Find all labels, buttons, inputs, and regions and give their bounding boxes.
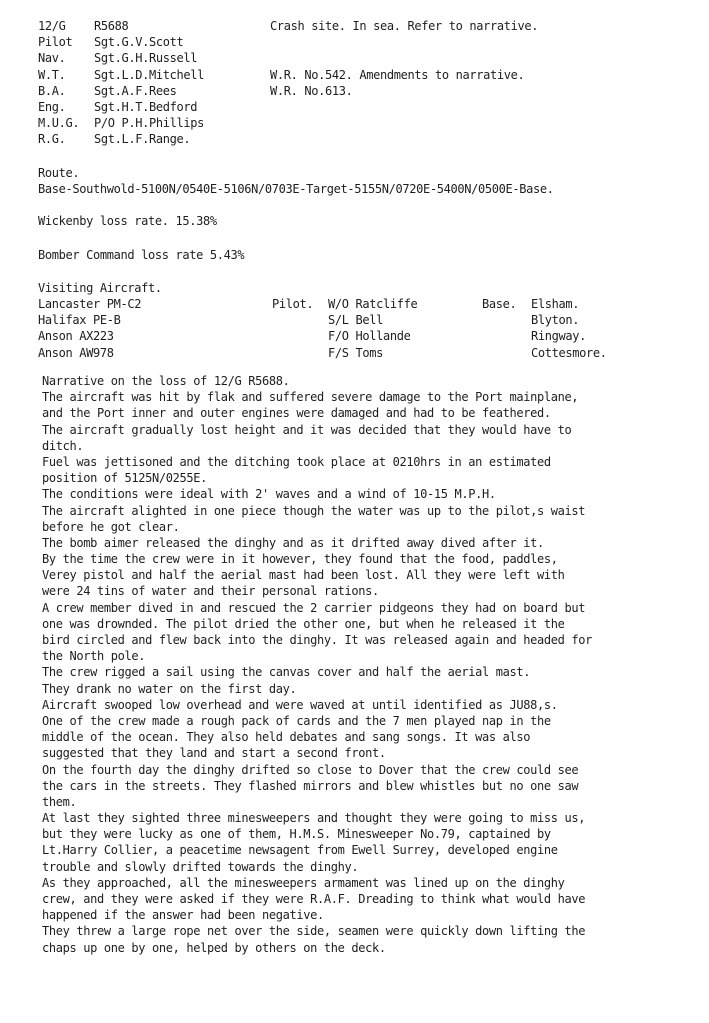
crew-role: W.T.	[38, 67, 66, 82]
visiting-row	[38, 312, 688, 328]
bomber-command-loss-rate: Bomber Command loss rate 5.43%	[38, 248, 245, 262]
narrative-line: bird circled and flew back into the dinghy. It was released again and headed for	[42, 633, 592, 647]
visiting-pilot: F/O Hollande	[328, 329, 411, 344]
narrative-line: happened if the answer had been negative.	[42, 908, 324, 923]
crew-name: Sgt.G.H.Russell	[94, 51, 198, 66]
narrative-line: were 24 tins of water and their personal rations.	[42, 584, 379, 599]
visiting-pilot: F/S Toms	[328, 345, 383, 360]
wickenby-loss-rate: Wickenby loss rate. 15.38%	[38, 214, 217, 228]
narrative-line: middle of the ocean. They also held debates and sang songs. It was also	[42, 730, 531, 745]
narrative-line: By the time the crew were in it however, they found that the food, paddles,	[42, 552, 558, 567]
aircraft-code: 12/G	[38, 19, 66, 33]
visiting-aircraft: Halifax PE-B	[38, 313, 121, 328]
visiting-base: Ringway.	[531, 329, 586, 344]
crew-role: Eng.	[38, 99, 66, 114]
narrative-line: One of the crew made a rough pack of cards and the 7 men played nap in the	[42, 713, 551, 728]
narrative-line: chaps up one by one, helped by others on the deck.	[42, 940, 386, 955]
crew-row	[38, 115, 204, 131]
aircraft-serial: R5688	[94, 19, 129, 33]
narrative-line: them.	[42, 794, 77, 809]
narrative-line: Aircraft swooped low overhead and were waved at until identified as JU88,s.	[42, 697, 558, 712]
narrative	[42, 373, 702, 956]
crew-name: Sgt.G.V.Scott	[94, 35, 184, 50]
visiting-row	[38, 296, 688, 312]
crew-list	[38, 18, 204, 148]
base-label: Base.	[482, 297, 517, 311]
narrative-line: the cars in the streets. They flashed mirrors and blew whistles but no one saw	[42, 778, 579, 793]
visiting-base: Elsham.	[531, 297, 580, 311]
narrative-line: They drank no water on the first day.	[42, 681, 297, 696]
narrative-line: At last they sighted three minesweepers and thought they were going to miss us,	[42, 811, 586, 826]
narrative-line: trouble and slowly drifted towards the dinghy.	[42, 859, 359, 874]
visiting-aircraft: Anson AW978	[38, 345, 114, 360]
pilot-label: Pilot.	[272, 297, 314, 311]
narrative-line: position of 5125N/0255E.	[42, 471, 207, 486]
visiting-pilot: S/L Bell	[328, 313, 383, 328]
crew-name: P/O P.H.Phillips	[94, 116, 204, 131]
aircraft-id-row	[38, 18, 129, 34]
crew-role: M.U.G.	[38, 116, 80, 131]
visiting-table	[38, 296, 688, 361]
narrative-line: before he got clear.	[42, 519, 180, 534]
crew-role: B.A.	[38, 83, 66, 98]
narrative-line: Lt.Harry Collier, a peacetime newsagent from Ewell Surrey, developed engine	[42, 843, 558, 858]
route-label: Route.	[38, 166, 80, 180]
narrative-line: crew, and they were asked if they were R.A.F. Dreading to think what would have	[42, 892, 586, 906]
crew-name: Sgt.A.F.Rees	[94, 83, 177, 98]
crew-row	[38, 50, 198, 66]
narrative-line: and the Port inner and outer engines were damaged and had to be feathered.	[42, 406, 551, 421]
visiting-row	[38, 328, 688, 344]
crew-role: R.G.	[38, 132, 66, 147]
crew-row	[38, 83, 177, 99]
narrative-line: Verey pistol and half the aerial mast had been lost. All they were left with	[42, 568, 565, 583]
crew-name: Sgt.L.F.Range.	[94, 132, 191, 147]
visiting-heading: Visiting Aircraft.	[38, 281, 162, 295]
narrative-line: The aircraft gradually lost height and it was decided that they would have to	[42, 422, 572, 437]
crew-role: Pilot	[38, 35, 73, 50]
narrative-line: suggested that they land and start a second front.	[42, 746, 386, 761]
narrative-line: the North pole.	[42, 649, 146, 664]
crew-row	[38, 34, 184, 50]
wr-note-1: W.R. No.542. Amendments to narrative.	[270, 68, 525, 82]
narrative-line: ditch.	[42, 438, 84, 453]
visiting-base: Cottesmore.	[531, 345, 607, 360]
crew-row	[38, 131, 191, 147]
narrative-line: A crew member dived in and rescued the 2 carrier pidgeons they had on board but	[42, 600, 586, 615]
narrative-line: The conditions were ideal with 2' waves and a wind of 10-15 M.P.H.	[42, 487, 496, 502]
visiting-aircraft: Lancaster PM-C2	[38, 297, 142, 311]
visiting-pilot: W/O Ratcliffe	[328, 297, 418, 311]
visiting-aircraft: Anson AX223	[38, 329, 114, 344]
narrative-line: As they approached, all the minesweepers armament was lined up on the dinghy	[42, 875, 565, 890]
route-path: Base-Southwold-5100N/0540E-5106N/0703E-Target-5155N/0720E-5400N/0500E-Base.	[38, 182, 554, 196]
narrative-line: The aircraft alighted in one piece though the water was up to the pilot,s waist	[42, 503, 586, 518]
narrative-line: but they were lucky as one of them, H.M.S. Minesweeper No.79, captained by	[42, 827, 551, 842]
crew-row	[38, 67, 204, 83]
narrative-line: They threw a large rope net over the side, seamen were quickly down lifting the	[42, 924, 586, 939]
crew-name: Sgt.L.D.Mitchell	[94, 67, 204, 82]
narrative-line: The bomb aimer released the dinghy and as it drifted away dived after it.	[42, 535, 544, 550]
crash-note: Crash site. In sea. Refer to narrative.	[270, 19, 539, 33]
wr-note-2: W.R. No.613.	[270, 84, 353, 98]
visiting-base: Blyton.	[531, 313, 580, 328]
narrative-line: Fuel was jettisoned and the ditching took place at 0210hrs in an estimated	[42, 454, 551, 469]
crew-row	[38, 99, 198, 115]
narrative-line: The crew rigged a sail using the canvas cover and half the aerial mast.	[42, 665, 531, 680]
crew-name: Sgt.H.T.Bedford	[94, 99, 198, 114]
visiting-row	[38, 345, 688, 361]
narrative-line: On the fourth day the dinghy drifted so close to Dover that the crew could see	[42, 762, 579, 777]
narrative-line: one was drownded. The pilot dried the other one, but when he released it the	[42, 616, 565, 631]
narrative-heading: Narrative on the loss of 12/G R5688.	[42, 374, 290, 388]
crew-role: Nav.	[38, 51, 66, 66]
narrative-line: The aircraft was hit by flak and suffered severe damage to the Port mainplane,	[42, 390, 579, 405]
